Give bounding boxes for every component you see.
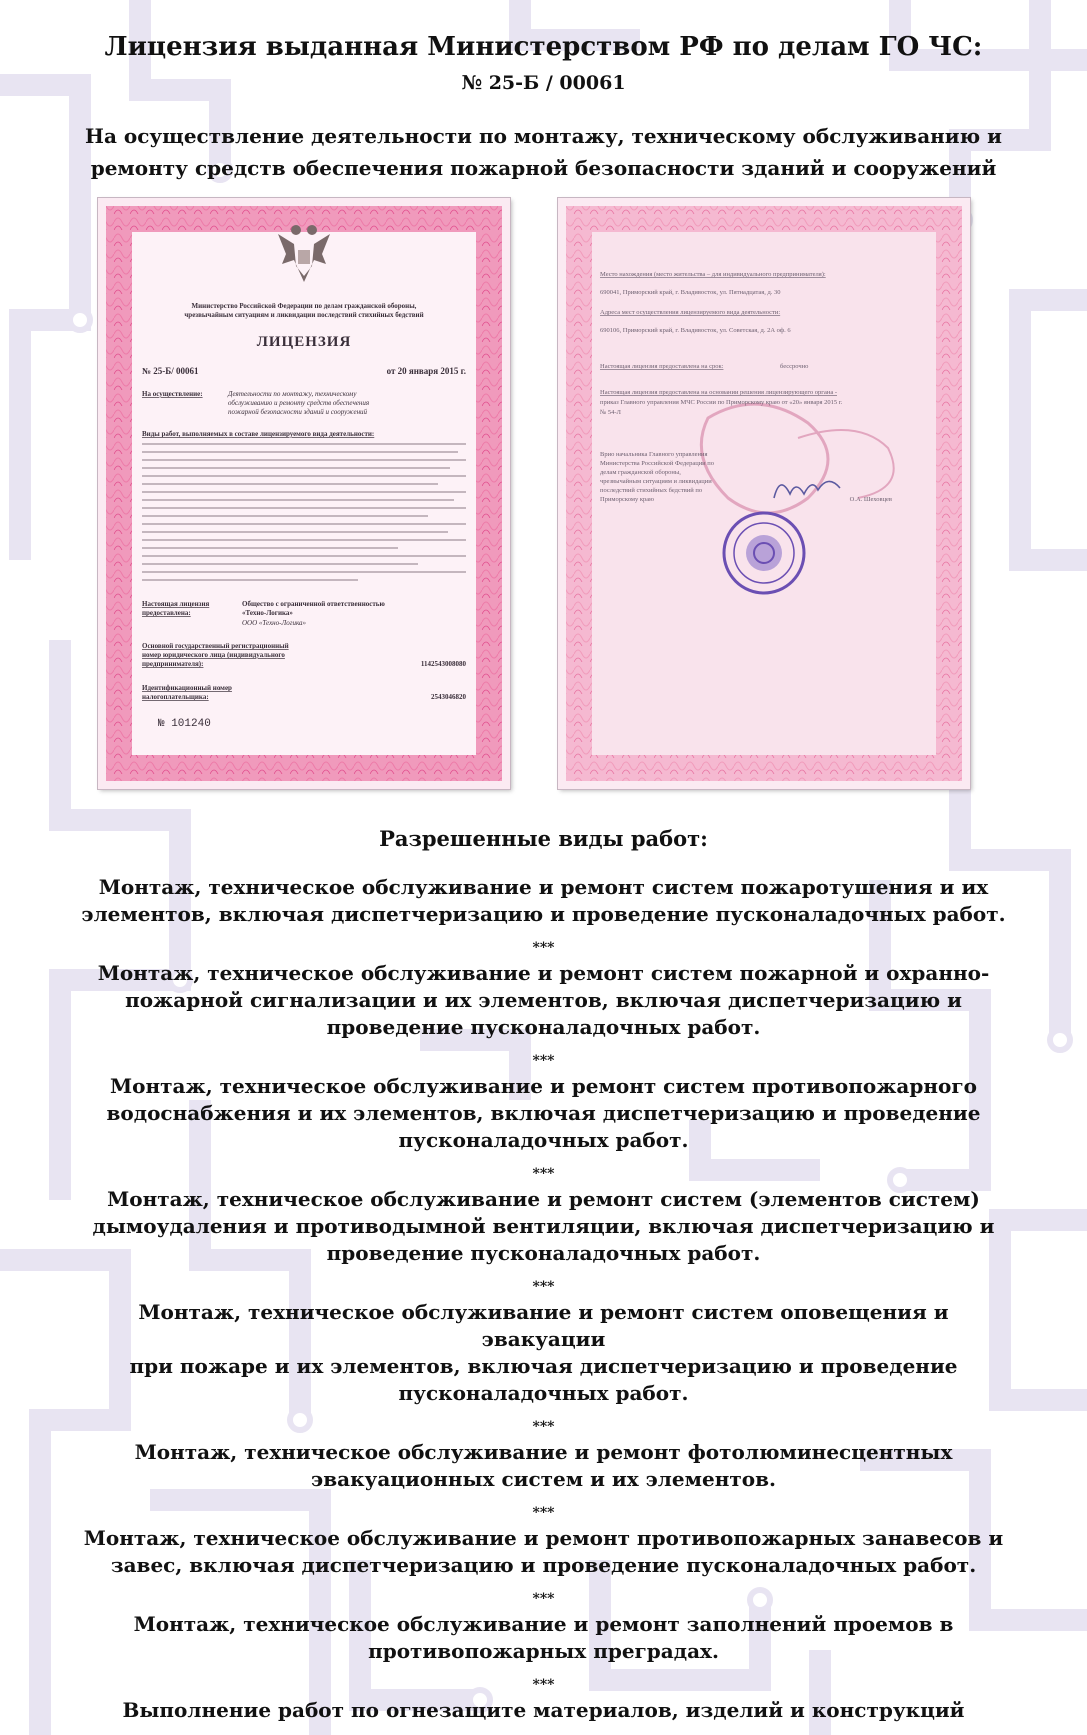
separator: *** [532, 1053, 555, 1069]
doc-date: от 20 января 2015 г. [386, 366, 466, 376]
list-item-line: проведение пусконаладочных работ. [326, 1015, 761, 1039]
license-number: № 25-Б / 00061 [461, 72, 626, 94]
permitted-works-list [80, 874, 1007, 1724]
inn-label: налогоплательщика: [142, 693, 209, 701]
list-item-line: противопожарных преградах. [368, 1639, 719, 1663]
signer-name: О.А. Шеховцев [849, 496, 892, 503]
list-item-line: Монтаж, техническое обслуживание и ремонт систем противопожарного [110, 1074, 977, 1098]
separator: *** [532, 1591, 555, 1607]
list-item [80, 1611, 1007, 1665]
inn-label: Идентификационный номер [142, 684, 232, 692]
list-item-line: Монтаж, техническое обслуживание и ремонт систем оповещения и эвакуации [138, 1300, 949, 1351]
list-item-line: проведение пусконаладочных работ. [326, 1241, 761, 1265]
list-item-line: завес, включая диспетчеризацию и проведение пусконаладочных работ. [110, 1553, 977, 1577]
list-item-line: Выполнение работ по огнезащите материалов, изделий и конструкций [122, 1698, 965, 1722]
list-item-line: Монтаж, техническое обслуживание и ремонт фотолюминесцентных [134, 1440, 953, 1464]
list-item-line: водоснабжения и их элементов, включая диспетчеризацию и проведение [106, 1101, 981, 1125]
address-text: 690106, Приморский край, г. Владивосток, ул. Советская, д. 2А оф. 6 [600, 327, 791, 334]
permitted-works-heading: Разрешенные виды работ: [379, 826, 708, 851]
list-item-line: при пожаре и их элементов, включая диспетчеризацию и проведение [129, 1354, 958, 1378]
signer-position: делам гражданской обороны, [600, 469, 681, 476]
list-item-line: Монтаж, техническое обслуживание и ремонт систем пожаротушения и их [98, 875, 989, 899]
list-item-line: Монтаж, техническое обслуживание и ремонт противопожарных занавесов и [83, 1526, 1004, 1550]
ogrn-value: 1142543008080 [420, 660, 466, 668]
list-item-line: дымоудаления и противодымной вентиляции, включая диспетчеризацию и [92, 1214, 995, 1238]
org-name: Общество с ограниченной ответственностью [242, 600, 385, 608]
granted-label: Настоящая лицензия [142, 600, 210, 608]
location-text: 690041, Приморский край, г. Владивосток, ул. Пятнадцатая, д. 30 [600, 289, 781, 296]
list-item [80, 960, 1007, 1041]
list-item [80, 1525, 1007, 1579]
list-item-line: пусконаладочных работ. [398, 1381, 689, 1405]
list-item [80, 1697, 1007, 1724]
ministry-text: Министерство Российской Федерации по делам гражданской обороны, [191, 302, 417, 310]
works-heading: Виды работ, выполняемых в составе лицензируемого вида деятельности: [142, 430, 375, 438]
ogrn-label: номер юридического лица (индивидуального [142, 651, 285, 659]
activity-line: На осуществление деятельности по монтажу, техническому обслуживанию и [85, 124, 1002, 148]
list-item-line: эвакуационных систем и их элементов. [311, 1467, 776, 1491]
activity-line: ремонту средств обеспечения пожарной безопасности зданий и сооружений [90, 156, 997, 180]
page-title: Лицензия выданная Министерством РФ по делам ГО ЧС: [104, 32, 983, 62]
signer-position: последствий стихийных бедствий по [600, 487, 703, 494]
list-item-line: Монтаж, техническое обслуживание и ремонт систем (элементов систем) [107, 1187, 980, 1211]
org-name: «Техно-Логика» [242, 609, 293, 617]
separator: *** [532, 1279, 555, 1295]
subject-text: Деятельности по монтажу, техническому [228, 390, 357, 398]
subject-label: На осуществление: [142, 390, 203, 398]
signer-position: Министерства Российской Федерации по [600, 460, 715, 467]
doc-number: № 25-Б/ 00061 [142, 366, 199, 376]
list-item-line: элементов, включая диспетчеризацию и проведение пусконаладочных работ. [81, 902, 1006, 926]
term-label: Настоящая лицензия предоставлена на срок: [600, 363, 724, 370]
subject-text: обслуживанию и ремонту средств обеспечения [228, 399, 370, 407]
separator: *** [532, 1677, 555, 1693]
term-value: бессрочно [780, 363, 809, 370]
separator: *** [532, 1505, 555, 1521]
list-item [80, 874, 1007, 928]
subject-text: пожарной безопасности зданий и сооружений [228, 408, 368, 416]
org-short: ООО «Техно-Логика» [242, 619, 307, 627]
separator: *** [532, 940, 555, 956]
separator: *** [532, 1419, 555, 1435]
signer-position: чрезвычайным ситуациям и ликвидации [600, 478, 712, 485]
signer-position: Приморскому краю [600, 496, 655, 503]
separator: *** [532, 1166, 555, 1182]
blank-number: № 101240 [158, 718, 211, 730]
list-item [80, 1073, 1007, 1154]
list-item [80, 1299, 1007, 1407]
license-front-image [98, 198, 510, 789]
ogrn-label: Основной государственный регистрационный [142, 642, 289, 650]
activity-description [0, 120, 1087, 184]
list-item-line: пусконаладочных работ. [398, 1128, 689, 1152]
inn-value: 2543046820 [431, 693, 466, 701]
granted-label: предоставлена: [142, 609, 191, 617]
list-item-line: Монтаж, техническое обслуживание и ремонт заполнений проемов в [133, 1612, 954, 1636]
basis-text: приказ Главного управления МЧС России по Приморскому краю от «20» января 2015 г. [600, 399, 843, 406]
ogrn-label: предпринимателя): [142, 660, 204, 668]
list-item [80, 1439, 1007, 1493]
location-label: Место нахождения (место жительства – для индивидуального предпринимателя): [600, 271, 826, 278]
list-item-line: Монтаж, техническое обслуживание и ремонт систем пожарной и охранно- [97, 961, 990, 985]
license-back-image [558, 198, 970, 789]
signer-position: Врио начальника Главного управления [600, 451, 708, 458]
basis-text: Настоящая лицензия предоставлена на основании решения лицензирующего органа - [600, 389, 837, 396]
list-item [80, 1186, 1007, 1267]
basis-text: № 54-Л [600, 409, 621, 416]
address-label: Адреса мест осуществления лицензируемого вида деятельности: [600, 309, 781, 316]
doc-title: ЛИЦЕНЗИЯ [256, 334, 352, 350]
ministry-text: чрезвычайным ситуациям и ликвидации последствий стихийных бедствий [184, 311, 424, 319]
list-item-line: пожарной сигнализации и их элементов, включая диспетчеризацию и [125, 988, 962, 1012]
